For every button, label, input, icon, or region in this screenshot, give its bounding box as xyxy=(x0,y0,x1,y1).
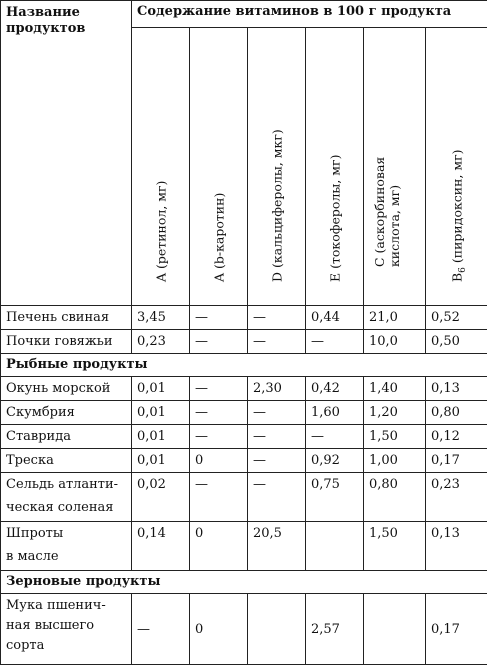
row-name-line3: сорта xyxy=(6,636,126,656)
b6-letter: B xyxy=(449,273,464,282)
cell-e: 2,57 xyxy=(306,594,364,665)
row-name-line2: в масле xyxy=(6,545,126,568)
header-vitamin-content-label: Содержание витаминов в 100 г продукта xyxy=(137,4,451,19)
cell-d: — xyxy=(248,306,306,330)
cell-c xyxy=(364,594,426,665)
cell-a-retinol: 0,01 xyxy=(132,401,190,425)
row-name-line2: ная высшего xyxy=(6,616,126,636)
cell-a-retinol: 0,01 xyxy=(132,449,190,473)
cell-a-carotene: 0 xyxy=(190,449,248,473)
header-col-a-carotene-label: A (b-каротин) xyxy=(211,193,226,282)
section-row xyxy=(1,354,487,377)
cell-d: — xyxy=(248,473,306,522)
row-name-line1: Мука пшенич- xyxy=(6,596,126,616)
cell-e: — xyxy=(306,425,364,449)
cell-d xyxy=(248,594,306,665)
section-row xyxy=(1,571,487,594)
cell-a-carotene: — xyxy=(190,425,248,449)
row-name: Скумбрия xyxy=(1,401,132,425)
cell-d: 2,30 xyxy=(248,377,306,401)
cell-a-retinol: 3,45 xyxy=(132,306,190,330)
table-row xyxy=(1,330,487,354)
cell-d: — xyxy=(248,401,306,425)
table-row xyxy=(1,425,487,449)
cell-b6: 0,80 xyxy=(426,401,487,425)
row-name xyxy=(1,473,132,522)
row-name: Треска xyxy=(1,449,132,473)
cell-d: — xyxy=(248,330,306,354)
cell-a-retinol: 0,23 xyxy=(132,330,190,354)
cell-a-retinol: — xyxy=(132,594,190,665)
cell-c: 1,50 xyxy=(364,522,426,571)
header-col-c-line2: кислота, мг) xyxy=(387,157,402,267)
header-col-c xyxy=(364,28,426,306)
cell-b6: 0,17 xyxy=(426,449,487,473)
table-row xyxy=(1,401,487,425)
cell-e: 0,75 xyxy=(306,473,364,522)
row-name xyxy=(1,594,132,665)
table-row xyxy=(1,522,487,571)
cell-b6: 0,13 xyxy=(426,377,487,401)
cell-d: — xyxy=(248,449,306,473)
row-name-line2: ческая соленая xyxy=(6,496,126,519)
row-name: Ставрида xyxy=(1,425,132,449)
b6-rest: (пиридоксин, мг) xyxy=(449,149,464,267)
cell-b6: 0,23 xyxy=(426,473,487,522)
header-col-b6-label xyxy=(449,149,464,282)
table-row xyxy=(1,377,487,401)
cell-e: 1,60 xyxy=(306,401,364,425)
table-row xyxy=(1,306,487,330)
cell-a-carotene: — xyxy=(190,377,248,401)
cell-a-retinol: 0,01 xyxy=(132,377,190,401)
cell-e: 0,92 xyxy=(306,449,364,473)
cell-d: — xyxy=(248,425,306,449)
cell-c: 1,20 xyxy=(364,401,426,425)
cell-b6: 0,13 xyxy=(426,522,487,571)
cell-b6: 0,50 xyxy=(426,330,487,354)
row-name-line1: Сельдь атланти- xyxy=(6,473,126,496)
cell-d: 20,5 xyxy=(248,522,306,571)
header-col-a-retinol xyxy=(132,28,190,306)
cell-a-carotene: 0 xyxy=(190,594,248,665)
header-product-name xyxy=(1,1,132,306)
table-row xyxy=(1,594,487,665)
header-col-e xyxy=(306,28,364,306)
cell-c: 1,50 xyxy=(364,425,426,449)
header-vitamin-content xyxy=(132,1,487,28)
section-fish: Рыбные продукты xyxy=(1,354,487,377)
header-col-c-line1: C (аскорбиновая xyxy=(372,157,387,267)
table-row xyxy=(1,449,487,473)
row-name: Почки говяжьи xyxy=(1,330,132,354)
header-col-e-label: E (токоферолы, мг) xyxy=(327,155,342,282)
cell-c: 1,40 xyxy=(364,377,426,401)
header-col-a-carotene xyxy=(190,28,248,306)
header-col-d-label: D (кальциферолы, мкг) xyxy=(269,129,284,282)
section-grain: Зерновые продукты xyxy=(1,571,487,594)
header-col-b6 xyxy=(426,28,487,306)
cell-a-carotene: — xyxy=(190,330,248,354)
header-col-a-retinol-label: A (ретинол, мг) xyxy=(153,181,168,282)
cell-b6: 0,12 xyxy=(426,425,487,449)
row-name xyxy=(1,522,132,571)
header-col-d xyxy=(248,28,306,306)
header-product-name-label: Название продуктов xyxy=(6,5,85,36)
cell-c: 0,80 xyxy=(364,473,426,522)
table-row xyxy=(1,473,487,522)
cell-a-retinol: 0,14 xyxy=(132,522,190,571)
cell-a-retinol: 0,02 xyxy=(132,473,190,522)
cell-a-retinol: 0,01 xyxy=(132,425,190,449)
cell-b6: 0,52 xyxy=(426,306,487,330)
cell-e: 0,44 xyxy=(306,306,364,330)
row-name: Печень свиная xyxy=(1,306,132,330)
cell-e: 0,42 xyxy=(306,377,364,401)
cell-c: 10,0 xyxy=(364,330,426,354)
cell-c: 1,00 xyxy=(364,449,426,473)
cell-b6: 0,17 xyxy=(426,594,487,665)
cell-c: 21,0 xyxy=(364,306,426,330)
cell-a-carotene: 0 xyxy=(190,522,248,571)
cell-a-carotene: — xyxy=(190,306,248,330)
b6-subscript: 6 xyxy=(458,267,468,273)
cell-a-carotene: — xyxy=(190,473,248,522)
cell-e xyxy=(306,522,364,571)
row-name: Окунь морской xyxy=(1,377,132,401)
cell-a-carotene: — xyxy=(190,401,248,425)
cell-e: — xyxy=(306,330,364,354)
header-col-c-label xyxy=(372,157,402,267)
row-name-line1: Шпроты xyxy=(6,522,126,545)
